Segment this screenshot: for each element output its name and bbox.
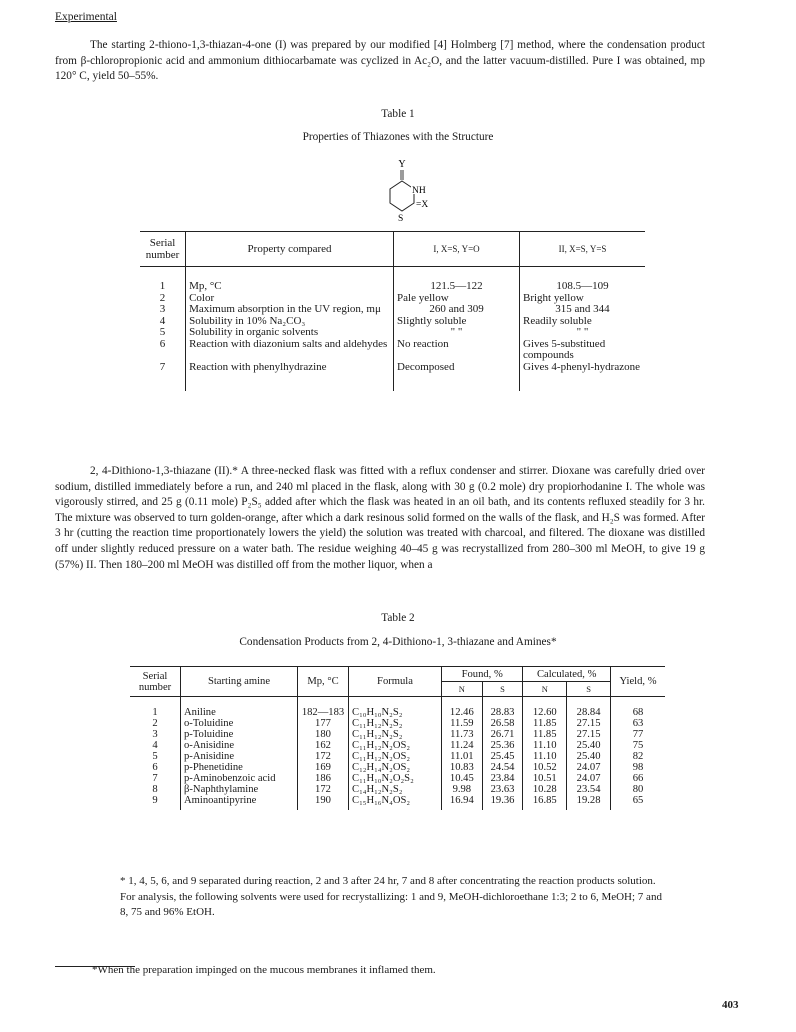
table2-header-calc-s: S bbox=[567, 682, 611, 697]
table1-header-serial: Serial number bbox=[140, 232, 186, 267]
property-cell: Solubility in 10% Na₂CO₃ bbox=[189, 314, 306, 327]
table-row bbox=[140, 304, 645, 316]
amine-cell: o-Toluidine bbox=[181, 718, 298, 729]
table2-header-found-s: S bbox=[482, 682, 523, 697]
yield-cell: 75 bbox=[611, 740, 666, 751]
serial-cell: 3 bbox=[140, 304, 186, 316]
procedure-title: 2, 4-Dithiono-1,3-thiazane (II).* bbox=[90, 465, 238, 477]
table-row bbox=[130, 762, 665, 773]
formula-cell: C₁₂H₁₄N₂OS₂ bbox=[349, 762, 442, 773]
amine-cell: p-Phenetidine bbox=[181, 762, 298, 773]
found-n-cell: 11.73 bbox=[442, 729, 483, 740]
calc-n-cell: 10.52 bbox=[523, 762, 567, 773]
amine-cell: Aminoantipyrine bbox=[181, 795, 298, 810]
table1-header-property: Property compared bbox=[186, 232, 394, 267]
calc-n-cell: 11.85 bbox=[523, 729, 567, 740]
table2-body bbox=[130, 697, 665, 811]
table2-header-amine: Starting amine bbox=[181, 667, 298, 697]
calc-s-cell: 28.84 bbox=[567, 697, 611, 719]
compound-ii-cell: 315 and 344 bbox=[520, 304, 646, 316]
calc-s-cell: 27.15 bbox=[567, 729, 611, 740]
mp-cell: 172 bbox=[298, 784, 349, 795]
compound-ii-cell: 108.5—109 bbox=[520, 267, 646, 293]
serial-cell: 6 bbox=[140, 339, 186, 362]
table1-header-row bbox=[140, 232, 645, 267]
table2-header-found: Found, % bbox=[442, 667, 523, 682]
yield-cell: 98 bbox=[611, 762, 666, 773]
procedure-paragraph bbox=[55, 464, 705, 573]
mp-cell: 190 bbox=[298, 795, 349, 810]
serial-cell: 4 bbox=[152, 740, 158, 751]
table2-label: Table 2 bbox=[381, 612, 415, 624]
found-n-cell: 11.01 bbox=[442, 751, 483, 762]
intro-paragraph bbox=[55, 38, 705, 85]
calc-n-cell: 12.60 bbox=[523, 697, 567, 719]
calc-s-cell: 23.54 bbox=[567, 784, 611, 795]
table-row bbox=[130, 729, 665, 740]
table2-footnote: * 1, 4, 5, 6, and 9 separated during reaction, 2 and 3 after 24 hr, 7 and 8 after concentrating the reaction products solution. For analysis, the following solvents were used for recrystallizing: 1 and 9, MeOH-dichloroethane 1:3; 2 to 6, MeOH; 7 and 8, 75 and 96% EtOH. bbox=[120, 875, 662, 919]
compound-ii-cell: Readily soluble bbox=[520, 316, 646, 328]
found-n-cell: 16.94 bbox=[442, 795, 483, 810]
table-row bbox=[130, 795, 665, 810]
found-s-cell: 23.63 bbox=[482, 784, 523, 795]
found-s-cell: 19.36 bbox=[482, 795, 523, 810]
table1-header-compound-ii: II, X=S, Y=S bbox=[520, 232, 646, 267]
table1 bbox=[140, 231, 645, 391]
amine-cell: p-Anisidine bbox=[181, 751, 298, 762]
serial-cell: 2 bbox=[140, 293, 186, 305]
amine-cell: p-Toluidine bbox=[181, 729, 298, 740]
yield-cell: 80 bbox=[611, 784, 666, 795]
table-row bbox=[130, 697, 665, 719]
table1-title: Properties of Thiazones with the Structure bbox=[302, 131, 494, 143]
mp-cell: 169 bbox=[298, 762, 349, 773]
found-s-cell: 26.58 bbox=[482, 718, 523, 729]
found-n-cell: 9.98 bbox=[442, 784, 483, 795]
page-number: 403 bbox=[722, 999, 739, 1011]
property-cell: Mp, °C bbox=[189, 280, 222, 292]
formula-cell: C₁₁H₁₂N₂S₂ bbox=[349, 729, 442, 740]
page-footnote: *When the preparation impinged on the mucous membranes it inflamed them. bbox=[92, 964, 436, 976]
struct-y-label: Y bbox=[398, 159, 406, 170]
formula-cell: C₁₅H₁₆N₄OS₂ bbox=[349, 795, 442, 810]
serial-cell: 8 bbox=[152, 784, 158, 795]
yield-cell: 82 bbox=[611, 751, 666, 762]
table-row bbox=[130, 751, 665, 762]
yield-cell: 68 bbox=[611, 697, 666, 719]
table2-header-yield: Yield, % bbox=[611, 667, 666, 697]
compound-i-cell: Decomposed bbox=[394, 362, 520, 392]
compound-ii-cell: " " bbox=[520, 327, 646, 339]
found-s-cell: 24.54 bbox=[482, 762, 523, 773]
mp-cell: 177 bbox=[298, 718, 349, 729]
table-row bbox=[130, 773, 665, 784]
table2-header-serial: Serial number bbox=[130, 667, 181, 697]
calc-s-cell: 19.28 bbox=[567, 795, 611, 810]
serial-cell: 5 bbox=[140, 327, 186, 339]
formula-cell: C₁₄H₁₂N₂S₂ bbox=[349, 784, 442, 795]
formula-cell: C₁₁H₁₂N₂OS₂ bbox=[349, 751, 442, 762]
table1-label: Table 1 bbox=[381, 108, 415, 120]
calc-n-cell: 16.85 bbox=[523, 795, 567, 810]
table-row bbox=[140, 267, 645, 293]
procedure-text-block bbox=[55, 464, 705, 573]
table-row bbox=[140, 327, 645, 339]
calc-s-cell: 25.40 bbox=[567, 740, 611, 751]
calc-n-cell: 11.10 bbox=[523, 751, 567, 762]
found-s-cell: 26.71 bbox=[482, 729, 523, 740]
property-cell: Reaction with phenylhydrazine bbox=[189, 360, 327, 373]
formula-cell: C₁₁H₁₂N₂S₂ bbox=[349, 718, 442, 729]
procedure-text: A three-necked flask was fitted with a reflux condenser and stirrer. Dioxane was carefully dried over sodium, distilled immediately before a run, and 240 ml placed in the flask, along with 30 g (0.2 mole) dry propiorhodanine I. The whole was vigorously stirred, and 25 g (0.11 mole) P₂S₅ added after which the flask was heated in an oil bath, and its contents refluxed steadily for 3 hr. The mixture was observed to turn golden-orange, after which a dark resinous solid formed on the walls of the flask, and H₂S was formed. After 3 hr (cutting the reaction time proportionately lowers the yield) the solution was treated with charcoal, and filtered. The dioxane was distilled off under slightly reduced pressure on a water bath. The residue weighing 40–45 g was recrystallized from 280–300 ml MeOH, to give 19 g (57%) II. Then 180–200 ml MeOH was distilled off from the mother liquor, when a bbox=[55, 465, 705, 571]
thiazone-structure bbox=[362, 159, 442, 224]
table-row bbox=[130, 740, 665, 751]
amine-cell: Aniline bbox=[181, 697, 298, 719]
mp-cell: 180 bbox=[298, 729, 349, 740]
found-n-cell: 11.59 bbox=[442, 718, 483, 729]
serial-cell: 6 bbox=[152, 762, 158, 773]
section-heading: Experimental bbox=[55, 11, 117, 23]
found-n-cell: 10.45 bbox=[442, 773, 483, 784]
property-cell: Maximum absorption in the UV region, mμ bbox=[189, 303, 381, 315]
compound-i-cell: 121.5—122 bbox=[394, 267, 520, 293]
calc-n-cell: 10.51 bbox=[523, 773, 567, 784]
formula-cell: C₁₁H₁₂N₂OS₂ bbox=[349, 740, 442, 751]
amine-cell: β-Naphthylamine bbox=[181, 784, 298, 795]
serial-cell: 4 bbox=[140, 316, 186, 328]
found-s-cell: 23.84 bbox=[482, 773, 523, 784]
compound-i-cell: 260 and 309 bbox=[394, 304, 520, 316]
compound-i-cell: No reaction bbox=[394, 339, 520, 362]
found-s-cell: 25.45 bbox=[482, 751, 523, 762]
calc-n-cell: 11.10 bbox=[523, 740, 567, 751]
found-n-cell: 12.46 bbox=[442, 697, 483, 719]
mp-cell: 172 bbox=[298, 751, 349, 762]
property-cell: Reaction with diazonium salts and aldehydes bbox=[189, 337, 388, 350]
amine-cell: o-Anisidine bbox=[181, 740, 298, 751]
found-n-cell: 10.83 bbox=[442, 762, 483, 773]
serial-cell: 9 bbox=[152, 795, 158, 806]
table1-header-compound-i: I, X=S, Y=O bbox=[394, 232, 520, 267]
compound-i-cell: Slightly soluble bbox=[394, 316, 520, 328]
yield-cell: 77 bbox=[611, 729, 666, 740]
compound-ii-cell: Gives 4-phenyl-hydrazone bbox=[520, 362, 646, 392]
amine-cell: p-Aminobenzoic acid bbox=[181, 773, 298, 784]
table-row bbox=[130, 784, 665, 795]
table2-header-mp: Mp, °C bbox=[298, 667, 349, 697]
serial-cell: 7 bbox=[140, 362, 186, 392]
table2 bbox=[130, 666, 665, 810]
compound-i-cell: " " bbox=[394, 327, 520, 339]
struct-x-label: =X bbox=[416, 200, 429, 210]
table2-header-calc-n: N bbox=[523, 682, 567, 697]
yield-cell: 65 bbox=[611, 795, 666, 810]
serial-cell: 2 bbox=[152, 718, 158, 729]
mp-cell: 162 bbox=[298, 740, 349, 751]
formula-cell: C₁₁H₁₀N₂O₂S₂ bbox=[349, 773, 442, 784]
struct-s-label: S bbox=[398, 214, 404, 224]
table2-header-found-n: N bbox=[442, 682, 483, 697]
struct-nh-label: NH bbox=[412, 186, 426, 196]
calc-n-cell: 11.85 bbox=[523, 718, 567, 729]
calc-s-cell: 24.07 bbox=[567, 773, 611, 784]
serial-cell: 1 bbox=[152, 707, 158, 718]
table-row bbox=[130, 718, 665, 729]
compound-ii-cell: Gives 5-substitued compounds bbox=[520, 339, 646, 362]
yield-cell: 66 bbox=[611, 773, 666, 784]
serial-cell: 3 bbox=[152, 729, 158, 740]
compound-ii-cell: Bright yellow bbox=[520, 293, 646, 305]
intro-text: The starting 2-thiono-1,3-thiazan-4-one (I) was prepared by our modified [4] Holmberg [7] method, where the condensation product from β-chloropropionic acid and ammonium dithiocarbamate was cyclized in Ac₂O, and the latter vacuum-distilled. Pure I was obtained, mp 120° C, yield 50–55%. bbox=[55, 39, 705, 83]
calc-s-cell: 25.40 bbox=[567, 751, 611, 762]
serial-cell: 1 bbox=[140, 267, 186, 293]
table-row bbox=[140, 339, 645, 362]
calc-s-cell: 27.15 bbox=[567, 718, 611, 729]
calc-s-cell: 24.07 bbox=[567, 762, 611, 773]
yield-cell: 63 bbox=[611, 718, 666, 729]
serial-cell: 5 bbox=[152, 751, 158, 762]
property-cell: Color bbox=[189, 291, 215, 304]
table2-header-calculated: Calculated, % bbox=[523, 667, 611, 682]
compound-i-cell: Pale yellow bbox=[394, 293, 520, 305]
mp-cell: 186 bbox=[298, 773, 349, 784]
table2-header-formula: Formula bbox=[349, 667, 442, 697]
table-row bbox=[140, 362, 645, 392]
mp-cell: 182—183 bbox=[298, 697, 349, 719]
table2-header-row bbox=[130, 667, 665, 682]
found-n-cell: 11.24 bbox=[442, 740, 483, 751]
table2-title: Condensation Products from 2, 4-Dithiono-1, 3-thiazane and Amines* bbox=[239, 636, 557, 648]
found-s-cell: 28.83 bbox=[482, 697, 523, 719]
found-s-cell: 25.36 bbox=[482, 740, 523, 751]
serial-cell: 7 bbox=[152, 773, 158, 784]
calc-n-cell: 10.28 bbox=[523, 784, 567, 795]
formula-cell: C₁₀H₁₀N₂S₂ bbox=[349, 697, 442, 719]
property-cell: Solubility in organic solvents bbox=[189, 326, 319, 338]
